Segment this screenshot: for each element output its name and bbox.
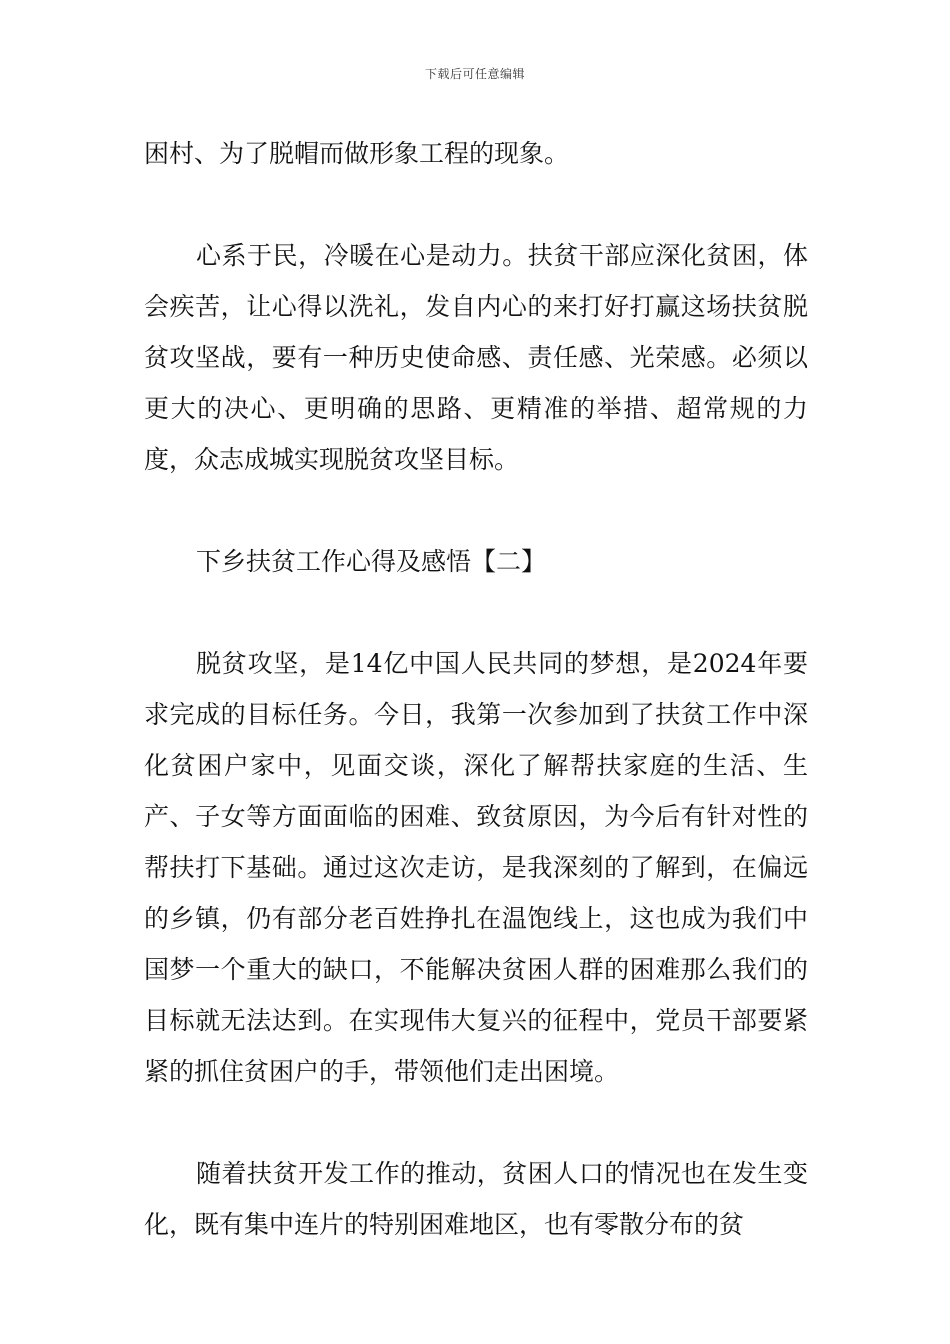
paragraph-gap (144, 587, 808, 638)
paragraph-gap (144, 179, 808, 230)
paragraph-gap (144, 1097, 808, 1148)
paragraph-gap (144, 485, 808, 536)
paragraph-continued: 困村、为了脱帽而做形象工程的现象。 (144, 139, 570, 168)
document-body (144, 128, 808, 1250)
paragraph-motivation: 心系于民，冷暖在心是动力。扶贫干部应深化贫困，体会疾苦，让心得以洗礼，发自内心的来打好打赢这场扶贫脱贫攻坚战，要有一种历史使命感、责任感、光荣感。必须以更大的决心、更明确的思路、更精准的举措、超常规的力度，众志成城实现脱贫攻坚目标。 (144, 241, 808, 474)
section-heading: 下乡扶贫工作心得及感悟【二】 (196, 547, 547, 576)
paragraph-poverty-alleviation: 脱贫攻坚，是14亿中国人民共同的梦想，是2024年要求完成的目标任务。今日，我第一次参加到了扶贫工作中深化贫困户家中，见面交谈，深化了解帮扶家庭的生活、生产、子女等方面面临的困难、致贫原因，为今后有针对性的帮扶打下基础。通过这次走访，是我深刻的了解到，在偏远的乡镇，仍有部分老百姓挣扎在温饱线上，这也成为我们中国梦一个重大的缺口，不能解决贫困人群的困难那么我们的目标就无法达到。在实现伟大复兴的征程中，党员干部要紧紧的抓住贫困户的手，带领他们走出困境。 (144, 649, 808, 1086)
page-header-note: 下载后可任意编辑 (424, 67, 525, 81)
paragraph-development: 随着扶贫开发工作的推动，贫困人口的情况也在发生变化，既有集中连片的特别困难地区，也有零散分布的贫 (144, 1159, 808, 1239)
